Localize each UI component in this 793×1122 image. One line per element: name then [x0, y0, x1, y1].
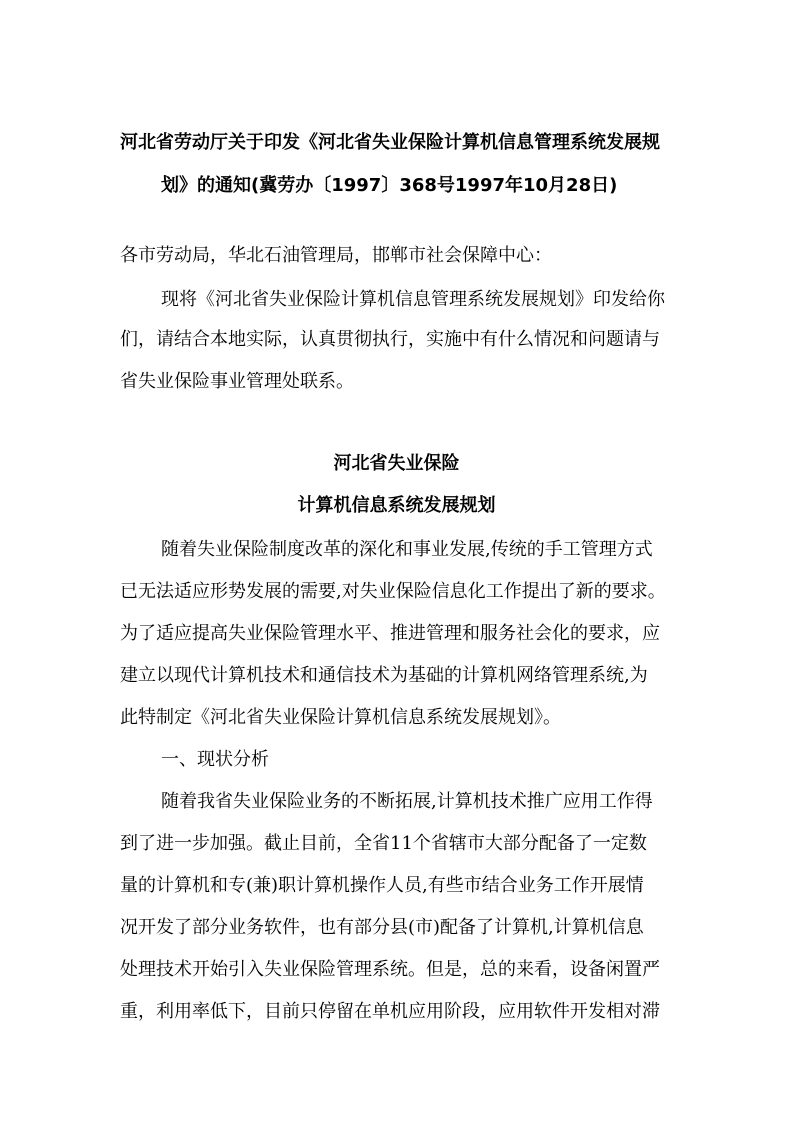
section-one-line-6: 重，利用率低下，目前只停留在单机应用阶段，应用软件开发相对滞 [120, 1001, 660, 1022]
section-one-title: 一、现状分析 [161, 749, 269, 770]
section-one-line-2: 到了进一步加强。截止目前，全省11个省辖市大部分配备了一定数 [120, 833, 647, 854]
addressee-line: 各市劳动局，华北石油管理局，邯郸市社会保障中心： [120, 245, 552, 266]
plan-intro-line-3: 为了适应提高失业保险管理水平、推进管理和服务社会化的要求，应 [120, 623, 660, 644]
plan-heading-line-1: 河北省失业保险 [333, 453, 460, 474]
plan-intro-line-5: 此特制定《河北省失业保险计算机信息系统发展规划》。 [120, 707, 561, 728]
section-one-line-5: 处理技术开始引入失业保险管理系统。但是，总的来看，设备闲置严 [120, 959, 660, 980]
section-one-line-4: 况开发了部分业务软件，也有部分县(市)配备了计算机,计算机信息 [120, 917, 644, 938]
notice-body-line-2: 们，请结合本地实际，认真贯彻执行，实施中有什么情况和问题请与 [120, 329, 660, 350]
plan-intro-line-2: 已无法适应形势发展的需要,对失业保险信息化工作提出了新的要求。 [120, 581, 666, 602]
section-one-line-1: 随着我省失业保险业务的不断拓展,计算机技术推广应用工作得 [161, 791, 653, 812]
plan-intro-line-4: 建立以现代计算机技术和通信技术为基础的计算机网络管理系统,为 [120, 665, 648, 686]
notice-body-line-3: 省失业保险事业管理处联系。 [120, 371, 354, 392]
notice-body-line-1: 现将《河北省失业保险计算机信息管理系统发展规划》印发给你 [161, 289, 665, 310]
section-one-line-3: 量的计算机和专(兼)职计算机操作人员,有些市结合业务工作开展情 [120, 875, 644, 896]
plan-heading-line-2: 计算机信息系统发展规划 [297, 495, 496, 516]
plan-intro-line-1: 随着失业保险制度改革的深化和事业发展,传统的手工管理方式 [161, 539, 653, 560]
notice-title-line-1: 河北省劳动厅关于印发《河北省失业保险计算机信息管理系统发展规 [120, 132, 660, 153]
notice-title-line-2: 划》的通知(冀劳办〔1997〕368号1997年10月28日) [161, 175, 618, 196]
